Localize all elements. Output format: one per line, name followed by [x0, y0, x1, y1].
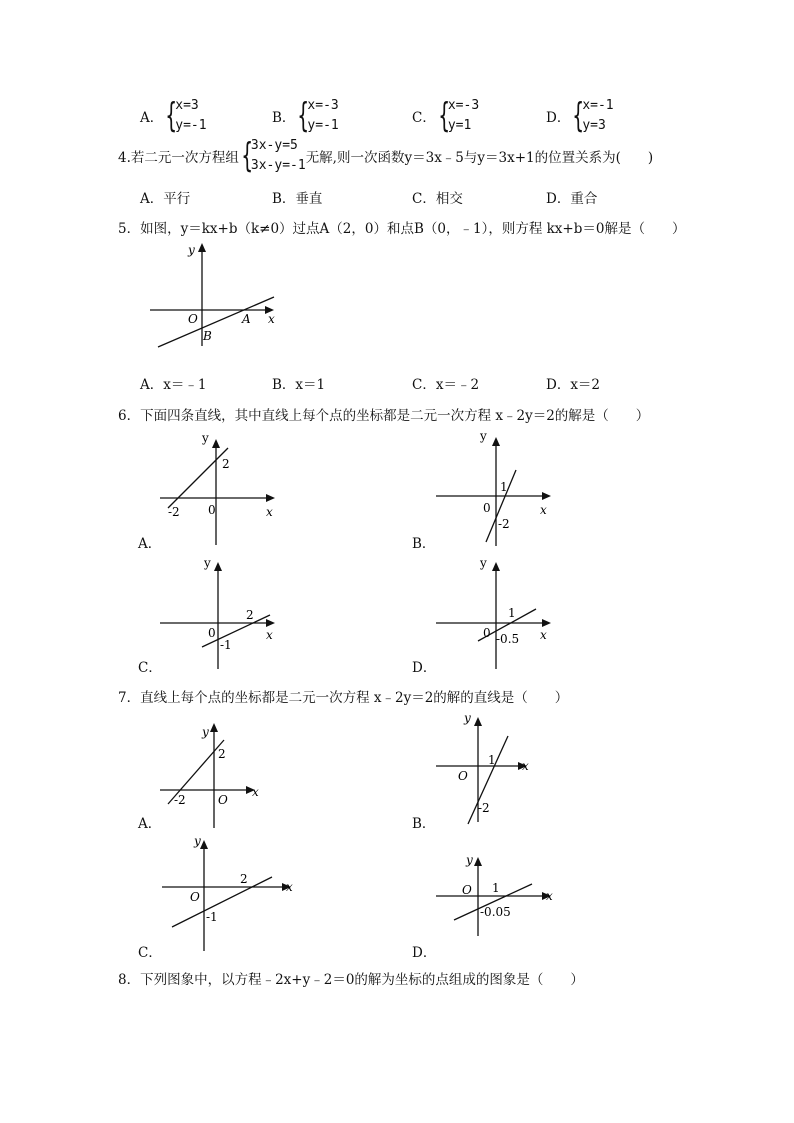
y-label: y: [466, 853, 473, 867]
q7-option-b[interactable]: B．: [412, 816, 436, 832]
y-arrow-icon: [492, 437, 500, 446]
tick-label: -2: [498, 517, 510, 531]
tick-label: 2: [240, 872, 248, 886]
tick-label: 1: [508, 606, 516, 620]
q6-graph-a: [158, 430, 288, 548]
origin-label: O: [458, 769, 468, 783]
eq-row: y=3: [582, 118, 606, 133]
q7-graph-a: [158, 714, 278, 830]
y-label: y: [464, 711, 471, 725]
x-label: x: [268, 312, 275, 326]
y-arrow-icon: [198, 243, 206, 252]
origin-label: O: [188, 312, 198, 326]
q5-option-b[interactable]: B．x＝1: [272, 377, 326, 393]
q4-prefix: 4.若二元一次方程组: [118, 150, 239, 166]
tick-label: 2: [218, 747, 226, 761]
y-arrow-icon: [210, 723, 218, 732]
q6-graph-b: [432, 428, 562, 548]
q3-option-a[interactable]: [140, 96, 207, 136]
q4-option-b[interactable]: B．垂直: [272, 191, 323, 207]
x-arrow-icon: [266, 494, 275, 502]
tick-label: 2: [222, 457, 230, 471]
eq-row: x=-3: [447, 98, 480, 113]
q7-graph-b: [432, 708, 552, 828]
q6-option-b[interactable]: B．: [412, 536, 436, 552]
q7-stem: 7．直线上每个点的坐标都是二元一次方程 x﹣2y＝2的解的直线是（ ）: [118, 690, 569, 706]
q7-option-a[interactable]: A．: [138, 816, 162, 832]
q5-option-a[interactable]: A．x＝﹣1: [140, 377, 207, 393]
tick-label: -1: [206, 910, 218, 924]
q4-stem: [118, 136, 653, 176]
x-label: x: [266, 628, 273, 642]
q3-option-b[interactable]: [272, 96, 339, 136]
brace-icon: {: [572, 96, 585, 136]
y-label: y: [202, 431, 209, 445]
eq-row: 3x-y=5: [250, 138, 298, 153]
y-label: y: [480, 429, 487, 443]
q7-option-c[interactable]: C．: [138, 945, 162, 961]
q4-option-d[interactable]: D．重合: [546, 191, 598, 207]
y-arrow-icon: [200, 840, 208, 849]
origin-label: 0: [208, 626, 216, 640]
tick-label: 1: [492, 881, 500, 895]
q6-option-a[interactable]: A．: [138, 536, 162, 552]
y-arrow-icon: [492, 562, 500, 571]
brace-icon: {: [241, 136, 254, 176]
y-label: y: [204, 556, 211, 570]
tick-label: 2: [246, 608, 254, 622]
x-label: x: [540, 628, 547, 642]
q6-graph-d: [432, 553, 562, 671]
q6-option-c[interactable]: C．: [138, 660, 162, 676]
brace-icon: {: [297, 96, 310, 136]
x-arrow-icon: [542, 619, 551, 627]
tick-label: -0.05: [480, 905, 511, 919]
eq-row: y=1: [447, 118, 472, 133]
origin-label: 0: [483, 626, 491, 640]
option-label: B．: [272, 110, 296, 126]
brace-icon: {: [438, 96, 450, 136]
q6-option-d[interactable]: D．: [412, 660, 437, 676]
x-arrow-icon: [542, 492, 551, 500]
origin-label: O: [462, 883, 472, 897]
q8-stem: 8．下列图象中，以方程﹣2x+y﹣2＝0的解为坐标的点组成的图象是（ ）: [118, 972, 584, 988]
q5-option-d[interactable]: D．x＝2: [546, 377, 601, 393]
option-label: A．: [140, 110, 164, 126]
brace-icon: {: [165, 96, 178, 136]
x-label: x: [540, 503, 547, 517]
eq-row: y=-1: [307, 118, 339, 133]
point-b-label: B: [203, 329, 212, 343]
option-label: D．: [546, 110, 571, 126]
line-graph: [172, 877, 272, 927]
y-label: y: [202, 725, 209, 739]
q5-stem: 5．如图，y＝kx+b（k≠0）过点A（2，0）和点B（0，﹣1），则方程 kx+b＝0解是（ ）: [118, 221, 686, 237]
eq-row: x=-1: [582, 98, 614, 113]
line-graph: [158, 297, 274, 347]
tick-label: 1: [500, 480, 508, 494]
q5-option-c[interactable]: C．x＝﹣2: [412, 377, 480, 393]
y-label: y: [480, 556, 487, 570]
q6-stem: 6．下面四条直线，其中直线上每个点的坐标都是二元一次方程 x﹣2y＝2的解是（ ）: [118, 408, 650, 424]
q4-suffix: 无解,则一次函数y＝3x﹣5与y＝3x+1的位置关系为( ): [305, 150, 654, 166]
q3-option-c[interactable]: [412, 96, 479, 136]
q4-option-a[interactable]: A．平行: [140, 191, 191, 207]
eq-row: y=-1: [175, 118, 207, 133]
origin-label: 0: [208, 503, 216, 517]
tick-label: -1: [220, 638, 232, 652]
tick-label: -2: [168, 505, 180, 519]
x-label: x: [266, 505, 273, 519]
origin-label: 0: [483, 501, 491, 515]
tick-label: -2: [174, 793, 186, 807]
point-a-label: A: [242, 312, 251, 326]
y-arrow-icon: [212, 439, 220, 448]
q7-option-d[interactable]: D．: [412, 945, 437, 961]
q7-graph-d: [432, 850, 562, 940]
eq-row: x=3: [175, 98, 199, 113]
tick-label: -0.5: [496, 632, 520, 646]
q4-option-c[interactable]: C．相交: [412, 191, 463, 207]
origin-label: O: [190, 890, 200, 904]
x-label: x: [252, 785, 259, 799]
x-arrow-icon: [266, 619, 275, 627]
option-label: C．: [412, 110, 436, 126]
eq-row: x=-3: [307, 98, 339, 113]
q7-graph-c: [158, 833, 298, 953]
q3-option-d[interactable]: [546, 96, 614, 136]
q5-graph: [150, 240, 290, 350]
y-arrow-icon: [474, 857, 482, 866]
eq-row: 3x-y=-1: [250, 158, 306, 173]
x-label: x: [546, 889, 553, 903]
origin-label: O: [218, 793, 228, 807]
y-label: y: [188, 243, 195, 257]
line-graph: [168, 448, 228, 508]
tick-label: 1: [488, 753, 496, 767]
y-arrow-icon: [214, 562, 222, 571]
tick-label: -2: [478, 801, 490, 815]
x-label: x: [286, 880, 293, 894]
y-label: y: [194, 834, 201, 848]
x-label: x: [522, 759, 529, 773]
q6-graph-c: [158, 553, 288, 671]
y-arrow-icon: [474, 717, 482, 726]
